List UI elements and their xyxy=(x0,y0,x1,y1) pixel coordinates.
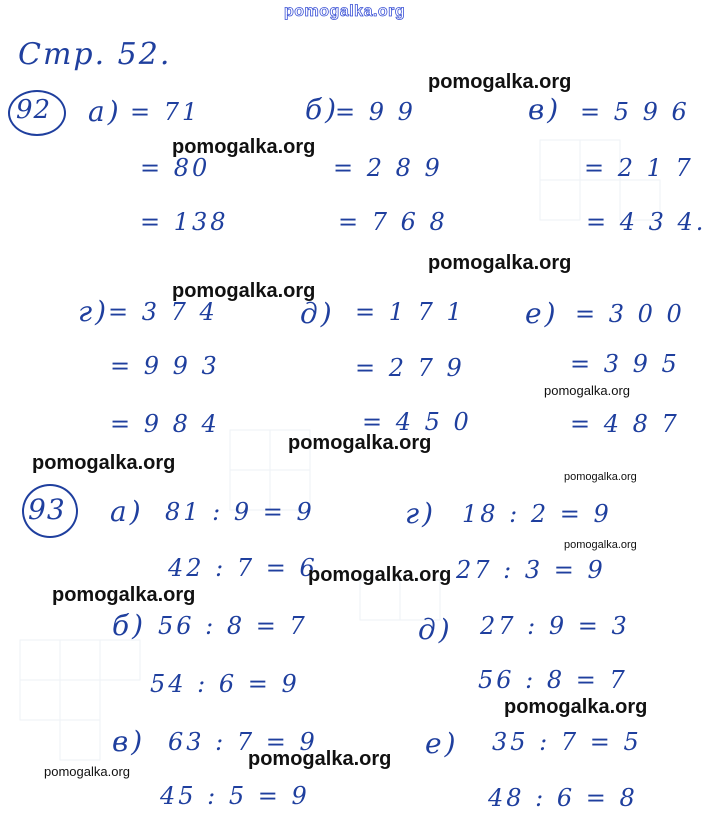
ex92-v-line-2: = 2 1 7 xyxy=(584,154,694,182)
watermark: pomogalka.org xyxy=(544,383,630,398)
ex93-g-label: г) xyxy=(405,497,437,530)
ex92-a-line-2: = 80 xyxy=(140,154,211,182)
watermark: pomogalka.org xyxy=(564,539,637,551)
ex93-e-line-1: 35 : 7 = 5 xyxy=(492,728,642,756)
ex92-a-label: а) xyxy=(88,95,122,128)
page-header: Стр. 52. xyxy=(18,37,172,72)
ex92-v-line-1: = 5 9 6 xyxy=(580,98,690,126)
watermark: pomogalka.org xyxy=(288,432,432,454)
watermark: pomogalka.org xyxy=(428,71,572,93)
ex92-g-line-1: = 3 7 4 xyxy=(108,298,218,326)
watermark: pomogalka.org xyxy=(504,696,648,718)
ex92-b-line-1: = 9 9 xyxy=(335,98,416,126)
watermark: pomogalka.org xyxy=(172,280,316,302)
ex92-b-line-2: = 2 8 9 xyxy=(333,154,443,182)
ex93-b-line-1: 56 : 8 = 7 xyxy=(158,612,308,640)
ex93-b-label: б) xyxy=(112,609,147,642)
watermark: pomogalka.org xyxy=(428,252,572,274)
ex92-a-line-3: = 138 xyxy=(140,208,229,236)
watermark: pomogalka.org xyxy=(52,584,196,606)
watermark: pomogalka.org xyxy=(32,452,176,474)
ex92-g-label: г) xyxy=(78,295,110,328)
ex93-b-line-2: 54 : 6 = 9 xyxy=(150,670,300,698)
ex92-e-line-2: = 3 9 5 xyxy=(570,350,680,378)
ex92-e-label: е) xyxy=(525,297,559,330)
ex92-a-line-1: = 71 xyxy=(130,98,201,126)
watermark: pomogalka.org xyxy=(564,471,637,483)
ex92-v-label: в) xyxy=(528,93,562,126)
ex92-g-line-3: = 9 8 4 xyxy=(110,410,220,438)
ex92-d-line-3: = 4 5 0 xyxy=(362,408,472,436)
ex92-d-line-1: = 1 7 1 xyxy=(355,298,465,326)
ex93-a-line-1: 81 : 9 = 9 xyxy=(165,498,315,526)
ex92-b-label: б) xyxy=(305,93,340,126)
watermark-top: pomogalka.org xyxy=(284,3,406,20)
exercise-92-number: 92 xyxy=(16,95,52,125)
watermark: pomogalka.org xyxy=(248,748,392,770)
ex92-e-line-1: = 3 0 0 xyxy=(575,300,685,328)
ex92-b-line-3: = 7 6 8 xyxy=(338,208,448,236)
ex93-v-label: в) xyxy=(112,725,146,758)
ex93-v-line-2: 45 : 5 = 9 xyxy=(160,782,310,810)
ex92-g-line-2: = 9 9 3 xyxy=(110,352,220,380)
ex92-d-label: д) xyxy=(300,297,335,330)
watermark: pomogalka.org xyxy=(172,136,316,158)
ex93-g-line-1: 18 : 2 = 9 xyxy=(462,500,612,528)
ex93-a-line-2: 42 : 7 = 6 xyxy=(168,554,318,582)
ex92-e-line-3: = 4 8 7 xyxy=(570,410,680,438)
ex93-e-line-2: 48 : 6 = 8 xyxy=(488,784,638,812)
ex93-d-label: д) xyxy=(418,613,453,646)
ex92-v-line-3: = 4 3 4. xyxy=(586,208,706,236)
ex93-v-line-1: 63 : 7 = 9 xyxy=(168,728,318,756)
ex93-e-label: е) xyxy=(425,727,459,760)
ex93-d-line-1: 27 : 9 = 3 xyxy=(480,612,630,640)
ex93-d-line-2: 56 : 8 = 7 xyxy=(478,666,628,694)
ex93-g-line-2: 27 : 3 = 9 xyxy=(456,556,606,584)
ex92-d-line-2: = 2 7 9 xyxy=(355,354,465,382)
watermark: pomogalka.org xyxy=(44,764,130,779)
ex93-a-label: а) xyxy=(110,495,144,528)
watermark: pomogalka.org xyxy=(308,564,452,586)
exercise-93-number: 93 xyxy=(28,493,66,526)
